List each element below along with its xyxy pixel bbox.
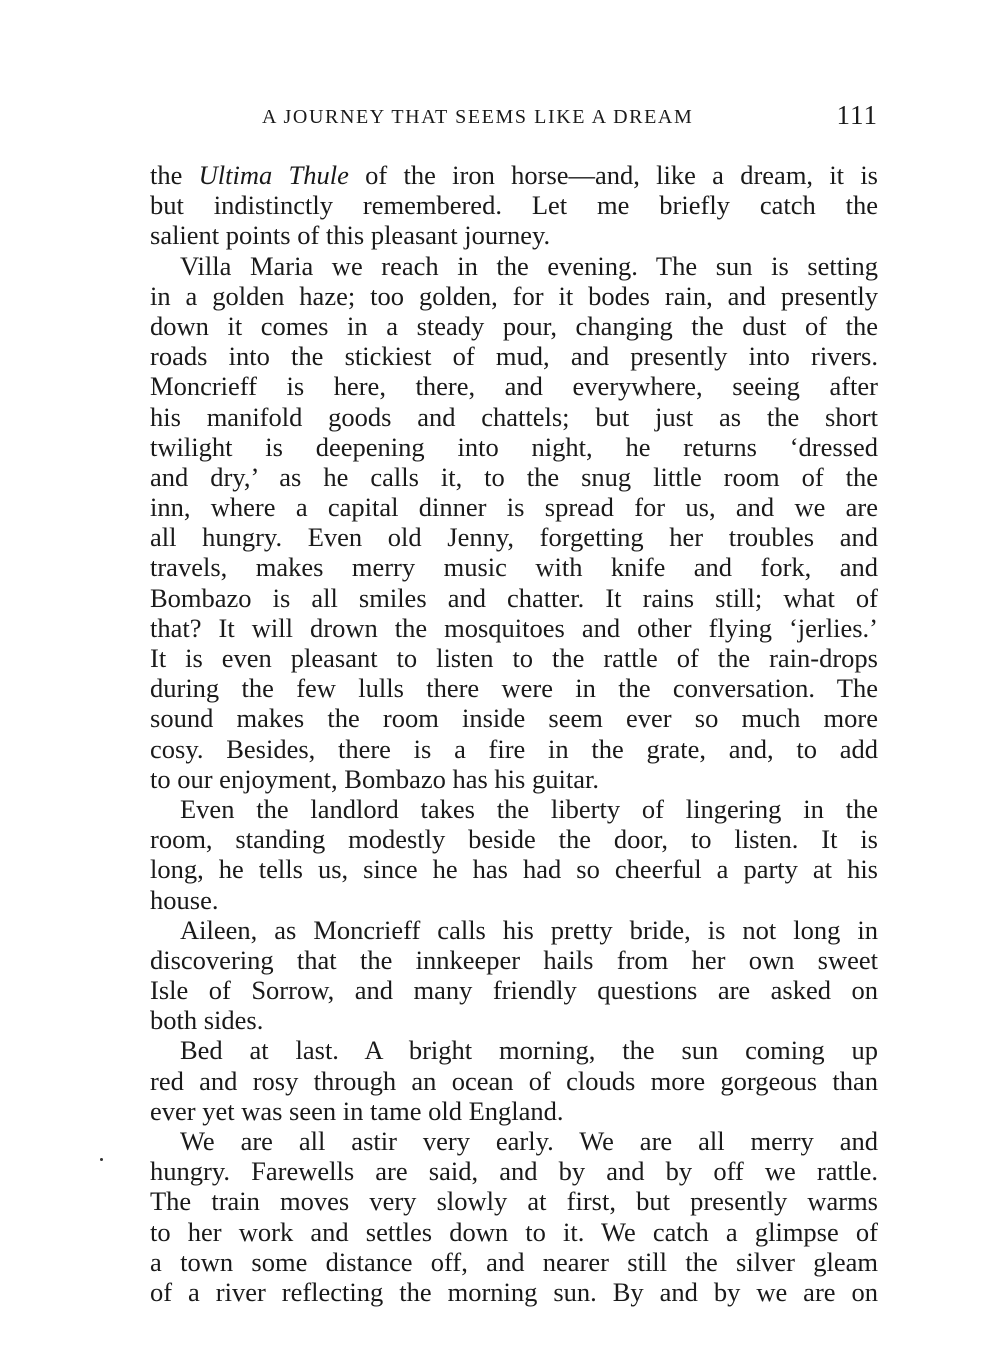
text-line: salient points of this pleasant journey. <box>150 220 551 251</box>
text-line: Bombazo is all smiles and chatter. It rains still; what of <box>150 582 878 613</box>
text-line: Bed at last. A bright morning, the sun coming up <box>180 1035 878 1066</box>
text-line: sound makes the room inside seem ever so much more <box>150 703 878 734</box>
text-line: travels, makes merry music with knife and fork, and <box>150 552 878 583</box>
text-line: The train moves very slowly at first, but presently warms <box>150 1186 878 1217</box>
text-line: but indistinctly remembered. Let me briefly catch the <box>150 190 878 221</box>
text-line: of a river reflecting the morning sun. By and by we are on <box>150 1276 878 1307</box>
text-line: to our enjoyment, Bombazo has his guitar. <box>150 763 599 794</box>
text-line: room, standing modestly beside the door, to listen. It is <box>150 824 878 855</box>
text-line: discovering that the innkeeper hails from her own sweet <box>150 944 878 975</box>
text-line: and dry,’ as he calls it, to the snug little room of the <box>150 461 878 492</box>
text-line: roads into the stickiest of mud, and presently into rivers. <box>150 341 878 372</box>
text-line: his manifold goods and chattels; but just as the short <box>150 401 878 432</box>
text-line: the Ultima Thule of the iron horse—and, like a dream, it is <box>150 160 878 190</box>
text-line: a town some distance off, and nearer still the silver gleam <box>150 1246 878 1277</box>
text-line: ever yet was seen in tame old England. <box>150 1095 564 1126</box>
text-line: Isle of Sorrow, and many friendly questions are asked on <box>150 975 878 1006</box>
text-line: cosy. Besides, there is a fire in the grate, and, to add <box>150 733 878 764</box>
text-line: to her work and settles down to it. We catch a glimpse of <box>150 1216 878 1247</box>
running-title: A JOURNEY THAT SEEMS LIKE A DREAM <box>262 106 694 128</box>
text-line: all hungry. Even old Jenny, forgetting her troubles and <box>150 522 878 553</box>
text-line: It is even pleasant to listen to the rattle of the rain-drops <box>150 643 878 673</box>
text-line: long, he tells us, since he has had so cheerful a party at his <box>150 854 878 885</box>
text-line: Even the landlord takes the liberty of lingering in the <box>180 793 878 824</box>
page-number: 111 <box>836 100 878 130</box>
text-line: both sides. <box>150 1005 264 1036</box>
text-line: twilight is deepening into night, he returns ‘dressed <box>150 431 878 462</box>
text-line: Moncrieff is here, there, and everywhere, seeing after <box>150 371 878 402</box>
text-line: house. <box>150 884 219 915</box>
running-head <box>150 100 878 140</box>
text-line: hungry. Farewells are said, and by and by off we rattle. <box>150 1156 878 1187</box>
text-line: inn, where a capital dinner is spread for us, and we are <box>150 492 878 523</box>
text-line: Aileen, as Moncrieff calls his pretty bride, is not long in <box>180 914 878 945</box>
margin-speck <box>100 1158 103 1161</box>
text-line: that? It will drown the mosquitoes and other flying ‘jerlies.’ <box>150 612 878 643</box>
text-line: during the few lulls there were in the conversation. The <box>150 673 878 704</box>
text-line: We are all astir very early. We are all merry and <box>180 1126 878 1156</box>
text-line: Villa Maria we reach in the evening. The sun is setting <box>180 250 878 281</box>
text-line: red and rosy through an ocean of clouds more gorgeous than <box>150 1065 878 1096</box>
text-line: down it comes in a steady pour, changing the dust of the <box>150 310 878 341</box>
body-text <box>150 160 878 1307</box>
text-line: in a golden haze; too golden, for it bodes rain, and presently <box>150 280 878 311</box>
italic-phrase: Ultima Thule <box>198 160 349 190</box>
